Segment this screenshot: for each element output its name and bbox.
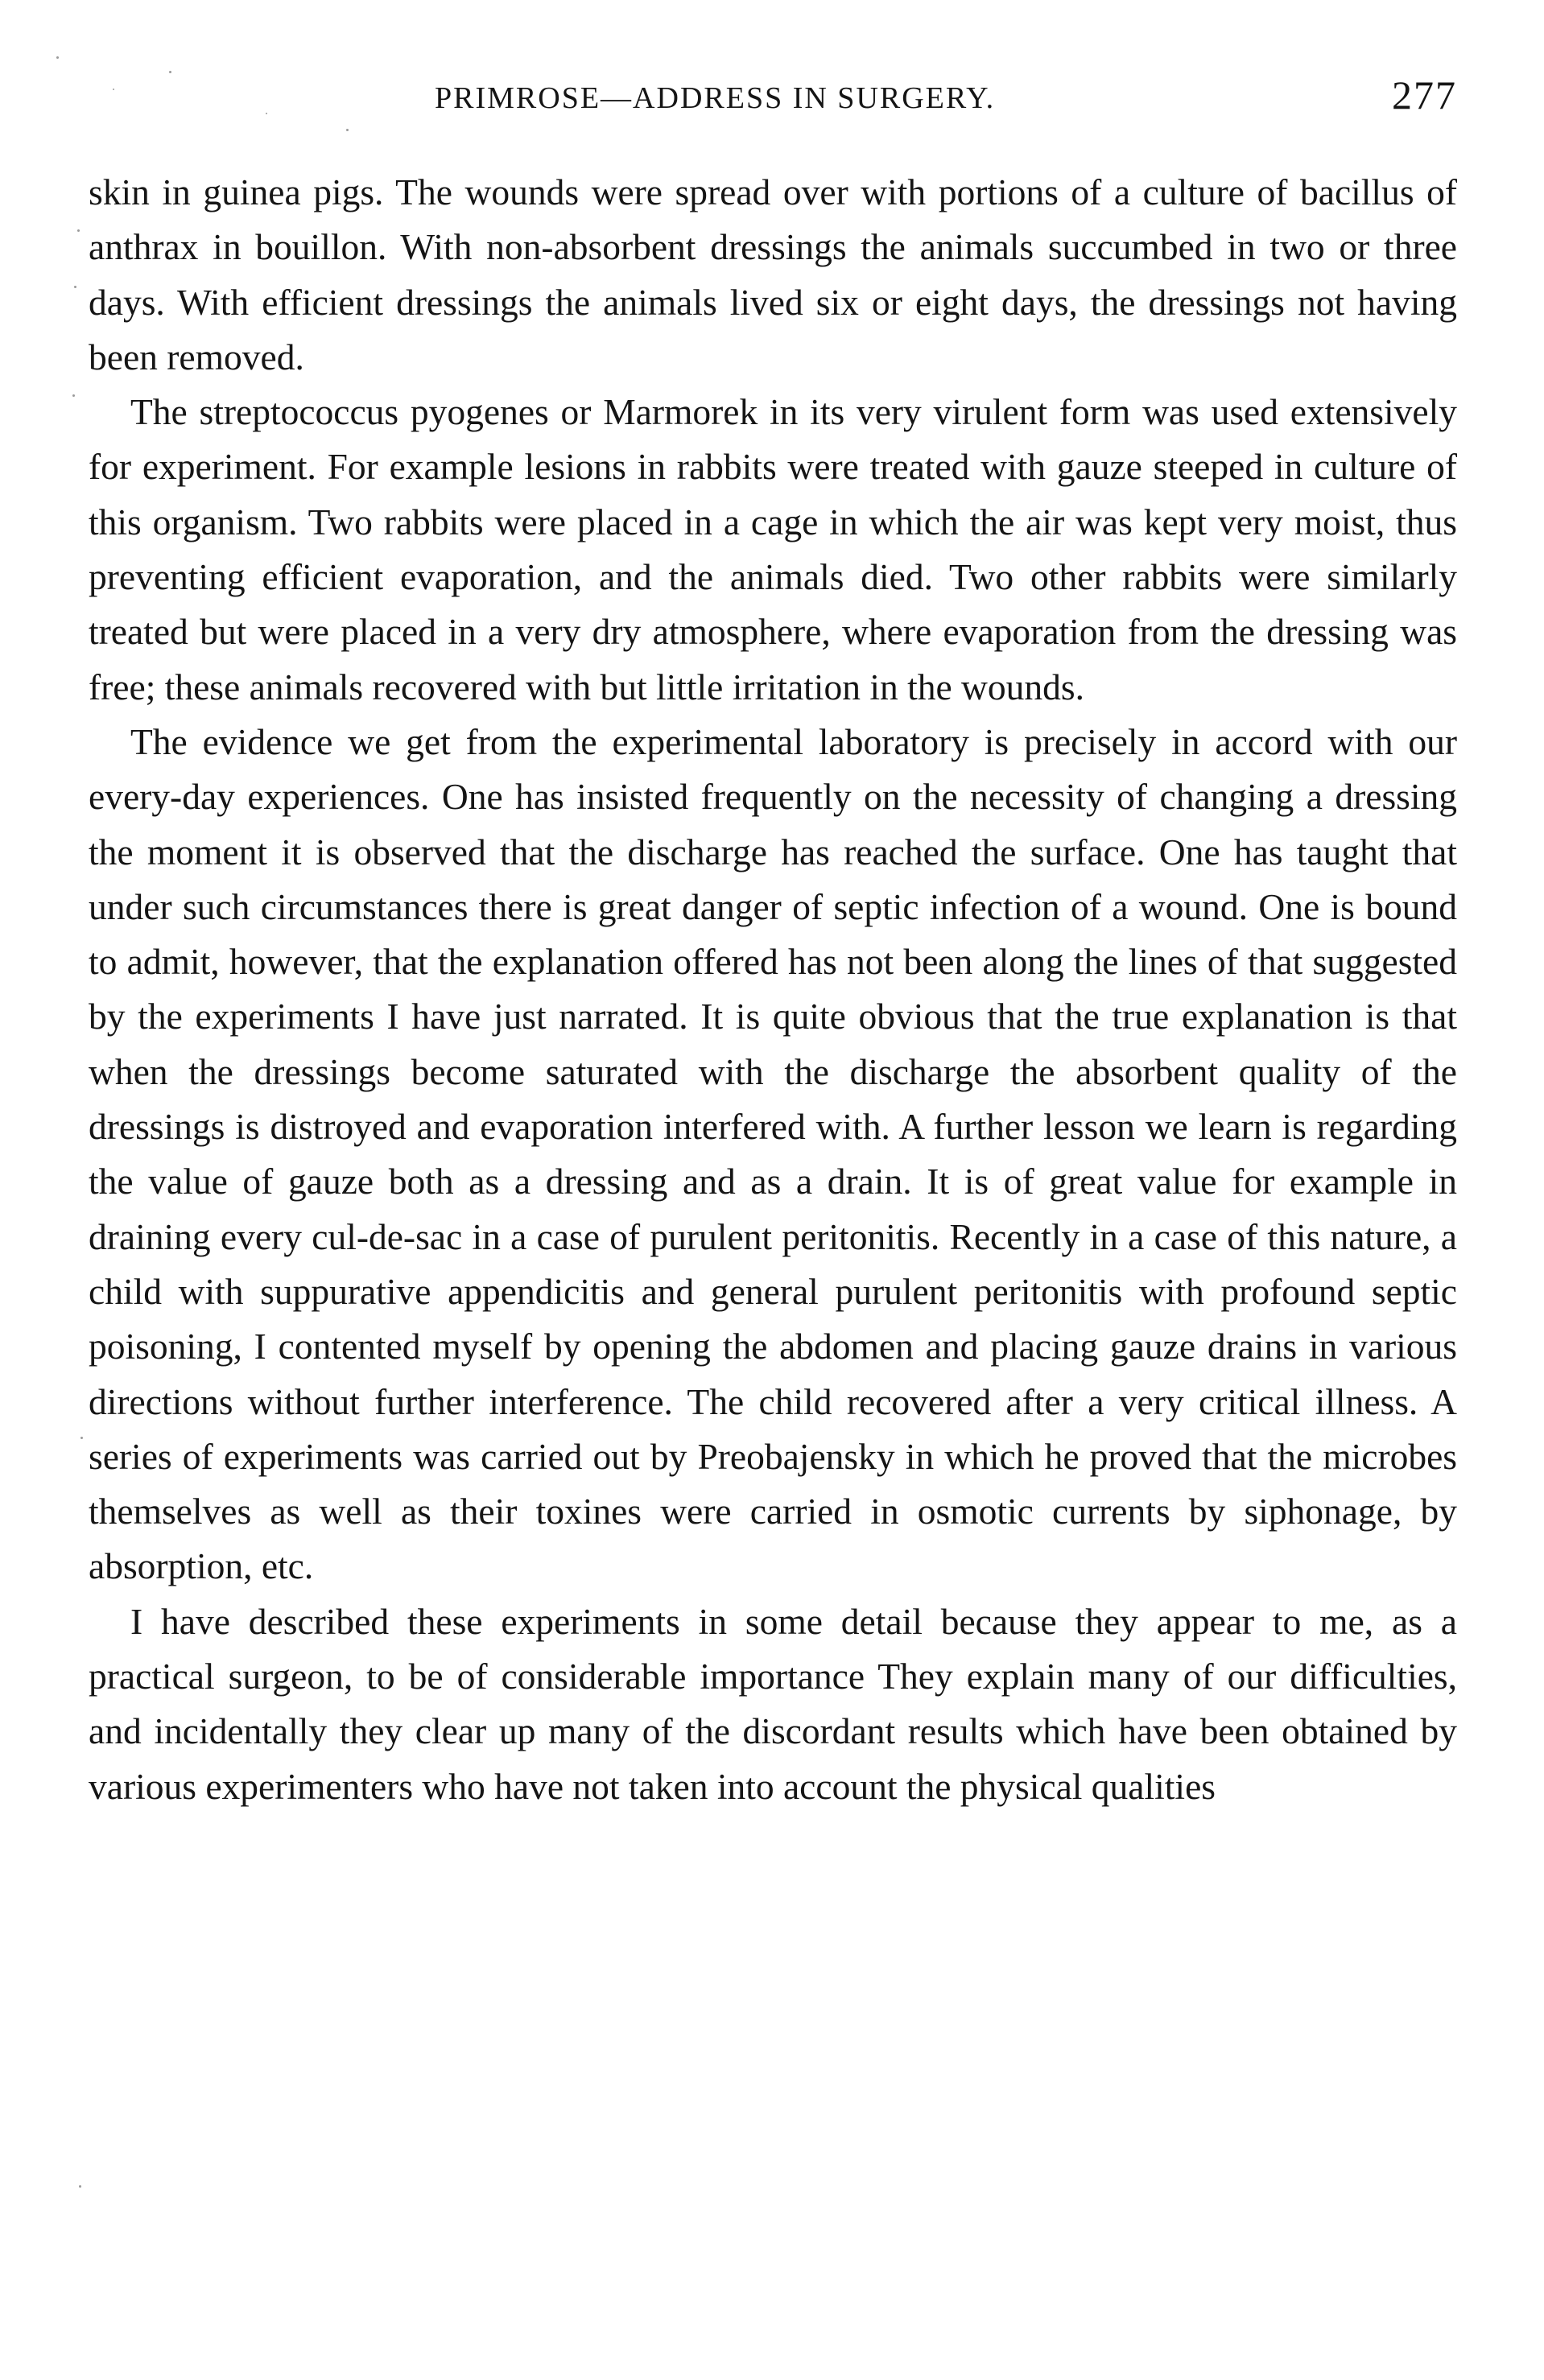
running-head-title: PRIMROSE—ADDRESS IN SURGERY.	[435, 81, 996, 115]
scan-speck	[169, 71, 171, 73]
scan-speck	[266, 113, 267, 114]
page-number: 277	[1392, 72, 1457, 118]
scan-speck	[346, 129, 349, 131]
scan-speck	[72, 394, 75, 397]
scan-speck	[81, 1437, 83, 1439]
scan-speck	[56, 56, 59, 59]
body-text	[89, 165, 1457, 1814]
scan-speck	[113, 89, 114, 90]
paragraph-anthrax-experiment: skin in guinea pigs. The wounds were spread over with portions of a culture of bacillus of anthrax in bouillon. With non-absorbent dressings the animals succumbed in two or three days. With efficient dressings the animals lived six or eight days, the dressings not having been removed.	[89, 171, 1457, 377]
scan-speck	[77, 229, 80, 232]
running-head	[89, 74, 1457, 122]
scan-speck	[79, 2185, 81, 2188]
paragraph-laboratory-evidence: The evidence we get from the experimental laboratory is precisely in accord with our every-day experiences. One has insisted frequently on the necessity of changing a dressing the moment it is observed that the discharge has reached the surface. One has taught that under such circumstances there is great danger of septic infection of a wound. One is bound to admit, however, that the explanation offered has not been along the lines of that suggested by the experiments I have just narrated. It is quite obvious that the true explanation is that when the dressings become saturated with the discharge the absorbent quality of the dressings is distroyed and evaporation interfered with. A further lesson we learn is regarding the value of gauze both as a dressing and as a drain. It is of great value for example in draining every cul-de-sac in a case of purulent peritonitis. Recently in a case of this nature, a child with suppurative appendicitis and general purulent peritonitis with profound septic poisoning, I contented myself by opening the abdomen and placing gauze drains in various directions without further interference. The child recovered after a very critical illness. A series of experiments was carried out by Preobajensky in which he proved that the microbes themselves as well as their toxines were carried in osmotic currents by siphonage, by absorption, etc.	[89, 720, 1457, 1587]
paragraph-streptococcus-experiment: The streptococcus pyogenes or Marmorek in its very virulent form was used extensively for experiment. For example lesions in rabbits were treated with gauze steeped in culture of this organism. Two rabbits were placed in a cage in which the air was kept very moist, thus preventing efficient evaporation, and the animals died. Two other rabbits were similarly treated but were placed in a very dry atmosphere, where evaporation from the dressing was free; these animals recovered with but little irritation in the wounds.	[89, 391, 1457, 707]
scan-speck	[74, 286, 76, 288]
paragraph-importance-of-experiments: I have described these experiments in some detail because they appear to me, as a practical surgeon, to be of considerable importance They explain many of our difficulties, and incidentally they clear up many of the discordant results which have been obtained by various experimenters who have not taken into account the physical qualities	[89, 1600, 1457, 1807]
